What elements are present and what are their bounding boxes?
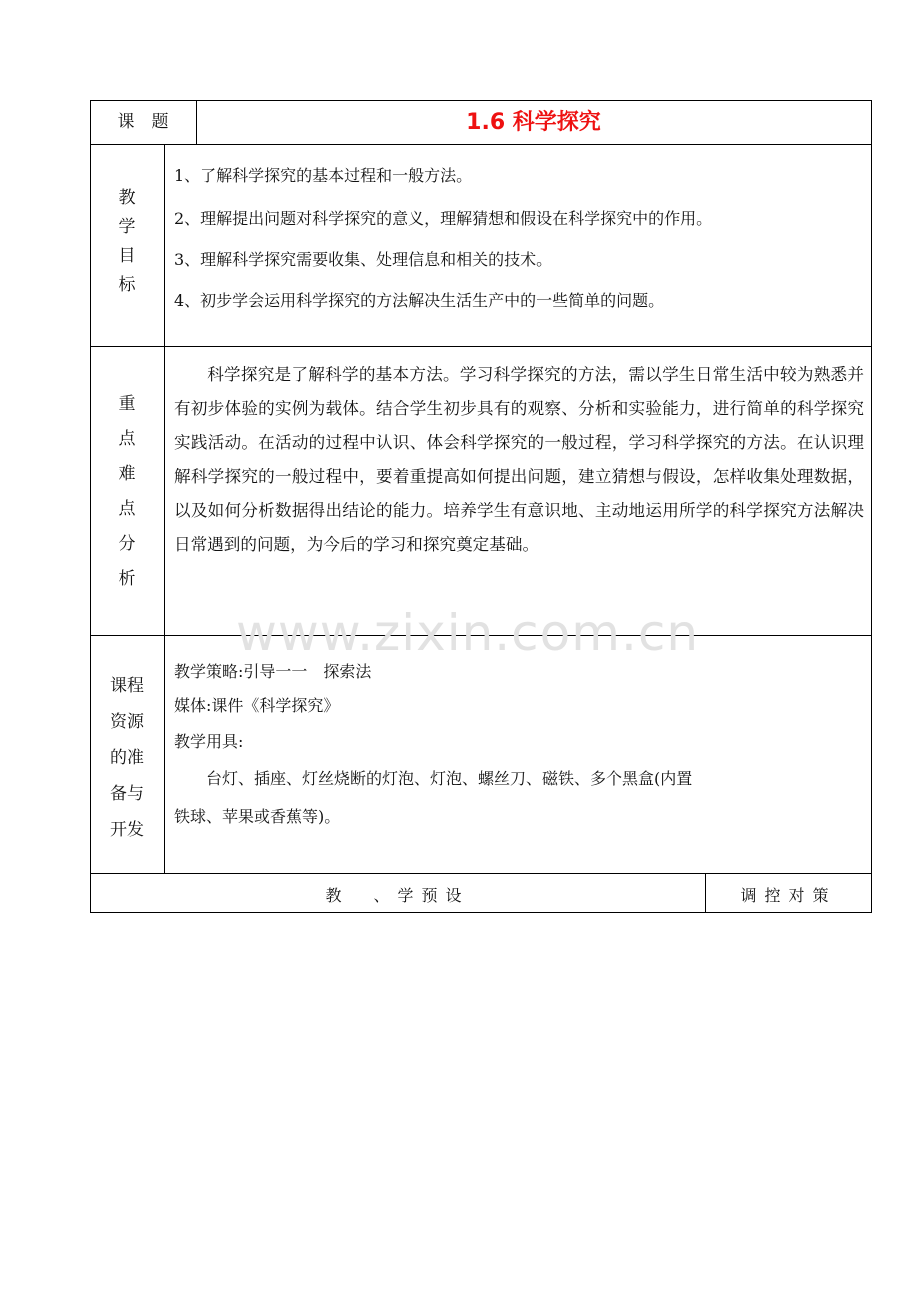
key-points-label-char: 析	[118, 569, 136, 589]
resources-label-line: 的准	[110, 748, 144, 768]
resources-label	[90, 668, 164, 848]
teaching-tools-line: 铁球、苹果或香蕉等)。	[174, 807, 341, 826]
teaching-media: 媒体:课件《科学探究》	[174, 696, 340, 715]
row-divider	[90, 144, 872, 145]
teaching-plan-heading: 教 、学预设	[325, 886, 470, 905]
resources-label-line: 资源	[110, 712, 144, 732]
col-divider-body	[164, 144, 165, 873]
teaching-tools-line: 台灯、插座、灯丝烧断的灯泡、灯泡、螺丝刀、磁铁、多个黑盒(内置	[174, 769, 693, 788]
key-points-label-char: 分	[118, 534, 136, 554]
objective-item: 2、理解提出问题对科学探究的意义，理解猜想和假设在科学探究中的作用。	[174, 209, 713, 228]
objectives-label-char: 目	[118, 246, 136, 266]
teaching-tools-label: 教学用具:	[174, 732, 244, 751]
objectives-label	[90, 184, 164, 300]
control-strategy-heading: 调控对策	[740, 886, 837, 905]
objective-item: 1、了解科学探究的基本过程和一般方法。	[174, 166, 473, 185]
objectives-label-char: 教	[118, 188, 136, 208]
key-points-label-char: 重	[118, 394, 136, 414]
topic-label: 课 题	[117, 112, 169, 132]
row-divider	[90, 635, 872, 636]
resources-label-line: 课程	[110, 676, 144, 696]
key-points-label-char: 点	[118, 499, 136, 519]
watermark: www.zixin.com.cn	[236, 604, 700, 662]
key-points-label-char: 难	[118, 464, 136, 484]
key-points-text: 科学探究是了解科学的基本方法。学习科学探究的方法，需以学生日常生活中较为熟悉并有初步体验的实例为载体。结合学生初步具有的观察、分析和实验能力，进行简单的科学探究实践活动。在活动的过程中认识、体会科学探究的一般过程，学习科学探究的方法。在认识理解科学探究的一般过程中，要着重提高如何提出问题，建立猜想与假设，怎样收集处理数据，以及如何分析数据得出结论的能力。培养学生有意识地、主动地运用所学的科学探究方法解决日常遇到的问题，为今后的学习和探究奠定基础。	[174, 365, 864, 554]
row-divider	[90, 873, 872, 874]
row-divider	[90, 346, 872, 347]
objectives-label-char: 学	[118, 217, 136, 237]
resources-label-line: 开发	[110, 820, 144, 840]
resources-label-line: 备与	[110, 784, 144, 804]
key-points-label-char: 点	[118, 429, 136, 449]
lesson-title: 1.6 科学探究	[466, 110, 601, 135]
objectives-label-char: 标	[118, 275, 136, 295]
objective-item: 4、初步学会运用科学探究的方法解决生活生产中的一些简单的问题。	[174, 291, 665, 310]
objective-item: 3、理解科学探究需要收集、处理信息和相关的技术。	[174, 250, 553, 269]
key-points-label	[90, 387, 164, 597]
teaching-strategy: 教学策略:引导一一 探索法	[174, 662, 372, 681]
